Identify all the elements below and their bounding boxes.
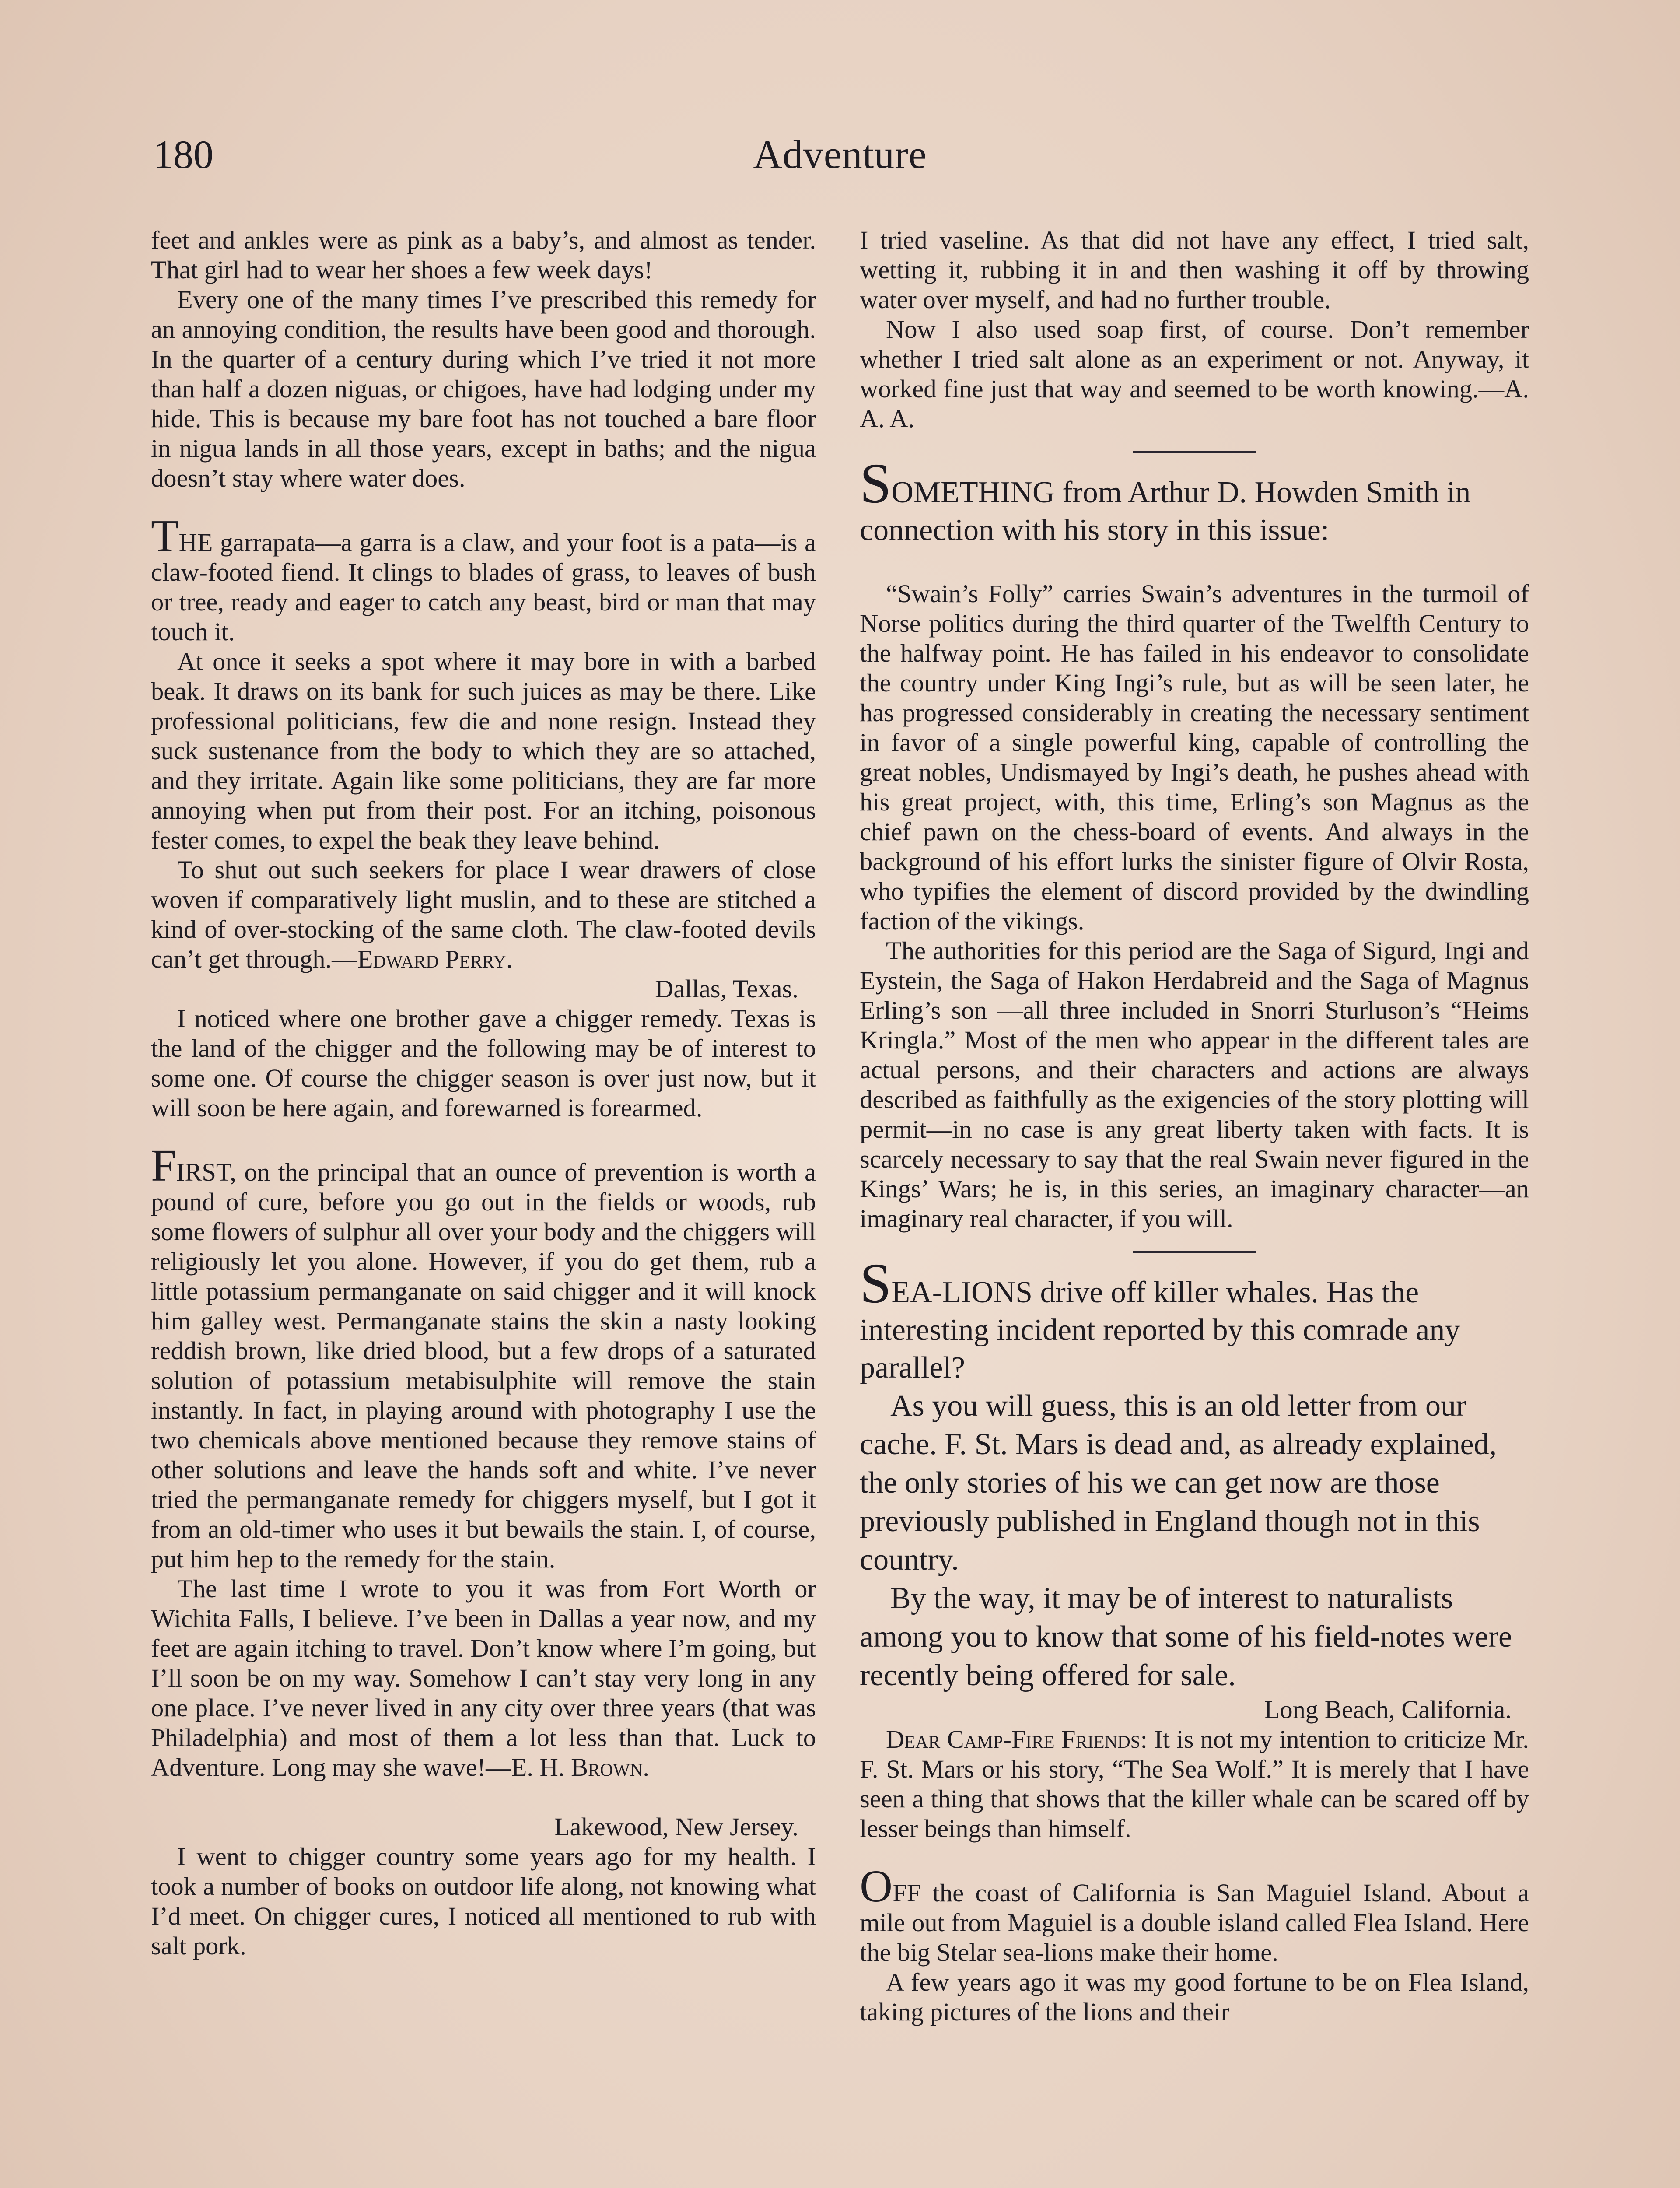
paragraph-text: It is not my intention to criticize Mr. F. St. Mars or his story, “The Sea Wolf.” It is merely that I have seen a thing that shows that the killer whale can be scared off by lesser beings than himself. (860, 1725, 1529, 1843)
dateline: Long Beach, California. (1264, 1695, 1512, 1724)
paragraph: I went to chigger country some years ago for my health. I took a number of books on outdoor life along, not knowing what I’d meet. On chigger cures, I noticed all mentioned to rub with salt pork. (151, 1842, 816, 1960)
paragraph: I noticed where one brother gave a chigger remedy. Texas is the land of the chigger and the following may be of interest to some one. Of course the chigger season is over just now, but it will soon be here again, and forewarned is forearmed. (151, 1004, 816, 1122)
lead-text: EA-LIONS drive off killer whales. Has the interesting incident reported by this comrade any parallel? (860, 1276, 1460, 1385)
paragraph: “Swain’s Folly” carries Swain’s adventures in the turmoil of Norse politics during the third quarter of the Twelfth Century to the halfway point. He has failed in his endeavor to consolidate the country under King Ingi’s rule, but as will be seen later, he has progressed considerably in creating the necessary sentiment in favor of a single powerful king, capable of controlling the great nobles, Undismayed by Ingi’s death, he pushes ahead with his great project, with, this time, Erling’s son Magnus as the chief pawn on the chess-board of events. And always in the background of his effort lurks the sinister figure of Olvir Rosta, who typifies the element of discord provided by the dwindling faction of the vikings. (860, 579, 1529, 935)
paragraph: A few years ago it was my good fortune to be on Flea Island, taking pictures of the lions and their (860, 1968, 1529, 2026)
paragraph-text: The last time I wrote to you it was from Fort Worth or Wichita Falls, I believe. I’ve been in Dallas a year now, and my feet are again itching to travel. Don’t know where I’m going, but I’ll soon be on my way. Somehow I can’t stay very long in any one place. I’ve never lived in any city over three years (that was Philadelphia) and most of them a lot less than that. Luck to Adventure. Long may she wave!— (151, 1574, 816, 1781)
paragraph: At once it seeks a spot where it may bore in with a barbed beak. It draws on its bank for such juices as may be there. Like professional politicians, few die and none resign. Instead they suck sustenance from the body to which they are so attached, and they irritate. Again like some politicians, they are far more annoying when put from their post. For an itching, poisonous fester comes, to expel the beak they leave behind. (151, 647, 816, 854)
paragraph (860, 1725, 1529, 1844)
paragraph-text: HE garrapata—a garra is a claw, and your foot is a pata—is a claw-footed fiend. It clings to blades of grass, to leaves of bush or tree, ready and eager to catch any beast, bird or man that may touch it. (151, 528, 816, 646)
drop-cap: T (151, 511, 179, 561)
section-lead (860, 452, 1529, 549)
paragraph: By the way, it may be of interest to naturalists among you to know that some of his field-notes were recently being offered for sale. (860, 1581, 1512, 1692)
paragraph: feet and ankles were as pink as a baby’s, and almost as tender. That girl had to wear her shoes a few week days! (151, 226, 816, 284)
signature: E. H. Brown. (511, 1753, 650, 1781)
section-lead (860, 1252, 1529, 1387)
drop-cap: O (860, 1861, 893, 1911)
dateline: Dallas, Texas. (655, 975, 798, 1003)
signature: Edward Perry. (357, 945, 513, 973)
running-title: Adventure (753, 132, 927, 177)
dateline: Lakewood, New Jersey. (554, 1813, 798, 1841)
paragraph: Every one of the many times I’ve prescribed this remedy for an annoying condition, the results have been good and thorough. In the quarter of a century during which I’ve tried it not more than half a dozen niguas, or chigoes, have had lodging under my hide. This is because my bare foot has not touched a bare floor in nigua lands in all those years, except in baths; and the nigua doesn’t stay where water does. (151, 285, 816, 492)
paragraph: I tried vaseline. As that did not have any effect, I tried salt, wetting it, rubbing it in and then washing it off by throwing water over myself, and had no further trouble. (860, 226, 1529, 314)
paragraph: Now I also used soap first, of course. Don’t remember whether I tried salt alone as an experiment or not. Anyway, it worked fine just that way and seemed to be worth knowing.—A. A. A. (860, 315, 1529, 433)
salutation: Dear Camp-Fire Friends: (886, 1725, 1148, 1753)
left-column (151, 225, 816, 1961)
section-divider (1133, 1251, 1256, 1253)
paragraph: The authorities for this period are the Saga of Sigurd, Ingi and Eystein, the Saga of Hakon Herdabreid and the Saga of Magnus Erling’s son —all three included in Snorri Sturluson’s “Heims Kringla.” Most of the men who appear in the different tales are actual persons, and their characters and actions are always described as faithfully as the exigencies of the story plotting will permit—in no case is any great liberty taken with facts. It is scarcely necessary to say that the real Swain never figured in the Kings’ Wars; he is, in this series, an imaginary character—an imaginary real character, if you will. (860, 936, 1529, 1233)
page-number: 180 (153, 132, 214, 177)
paragraph (151, 1140, 816, 1574)
right-column (860, 225, 1529, 2027)
paragraph-text: FF the coast of California is San Maguiel Island. About a mile out from Maguiel is a double island called Flea Island. Here the big Stelar sea-lions make their home. (860, 1879, 1529, 1967)
paragraph: As you will guess, this is an old letter from our cache. F. St. Mars is dead and, as already explained, the only stories of his we can get now are those previously published in England though not in this country. (860, 1389, 1497, 1577)
lead-text: OMETHING from Arthur D. Howden Smith in connection with his story in this issue: (860, 476, 1471, 547)
paragraph (151, 855, 816, 974)
paragraph-text: IRST, on the principal that an ounce of prevention is worth a pound of cure, before you go out in the fields or woods, rub some flowers of sulphur all over your body and the chiggers will religiously let you alone. However, if you do get them, rub a little potassium permanganate on said chigger and it will knock him galley west. Permanganate stains the skin a nasty looking reddish brown, like dried blood, but a few drops of a saturated solution of potassium metabisulphite will remove the stain instantly. In fact, in playing around with photography I use the two chemicals above mentioned because they remove stains of other solutions and leave the hands soft and white. I’ve never tried the permanganate remedy for chiggers myself, but I got it from an old-timer who uses it but bewails the stain. I, of course, put him hep to the remedy for the stain. (151, 1158, 816, 1573)
editorial-note (860, 1387, 1529, 1695)
section-divider (1133, 451, 1256, 453)
drop-cap: S (860, 452, 892, 515)
drop-cap: F (151, 1140, 176, 1191)
paragraph (860, 1861, 1529, 1967)
paragraph-text: To shut out such seekers for place I wear drawers of close woven if comparatively light muslin, and to these are stitched a kind of over-stocking of the same cloth. The claw-footed devils can’t get through.— (151, 856, 816, 973)
paragraph (151, 1574, 816, 1782)
drop-cap: S (860, 1252, 892, 1315)
paragraph (151, 511, 816, 647)
